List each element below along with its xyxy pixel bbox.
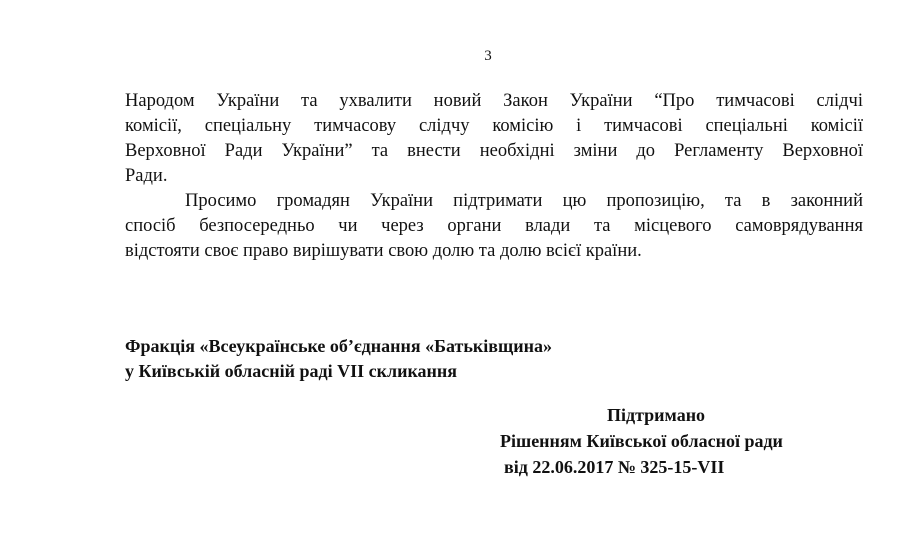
faction-name: Фракція «Всеукраїнське об’єднання «Батьківщина»: [125, 336, 552, 356]
faction-council: у Київській обласній раді VII скликання: [125, 361, 458, 381]
page-number: 3: [484, 48, 492, 64]
text-line: Народом України та ухвалити новий Закон України “Про тимчасові слідчі: [125, 91, 863, 111]
text-line: Верховної Ради України” та внести необхідні зміни до Регламенту Верховної: [125, 141, 863, 161]
approval-block: [490, 402, 850, 480]
body-text: [125, 89, 863, 264]
approval-heading: Підтримано: [607, 405, 706, 425]
text-line: Просимо громадян України підтримати цю пропозицію, та в законний: [185, 191, 863, 211]
paragraph-request: [125, 189, 863, 264]
text-line: комісії, спеціальну тимчасову слідчу комісію і тимчасові спеціальні комісії: [125, 116, 863, 136]
text-line: відстояти своє право вирішувати свою долю та долю всієї країни.: [125, 241, 642, 261]
paragraph-continuation: [125, 89, 863, 189]
faction-signature: [125, 334, 552, 384]
text-line: Ради.: [125, 166, 168, 186]
approval-decision: Рішенням Київської обласної ради: [500, 431, 783, 451]
approval-reference: від 22.06.2017 № 325-15-VII: [504, 457, 725, 477]
text-line: спосіб безпосередньо чи через органи влади та місцевого самоврядування: [125, 216, 863, 236]
